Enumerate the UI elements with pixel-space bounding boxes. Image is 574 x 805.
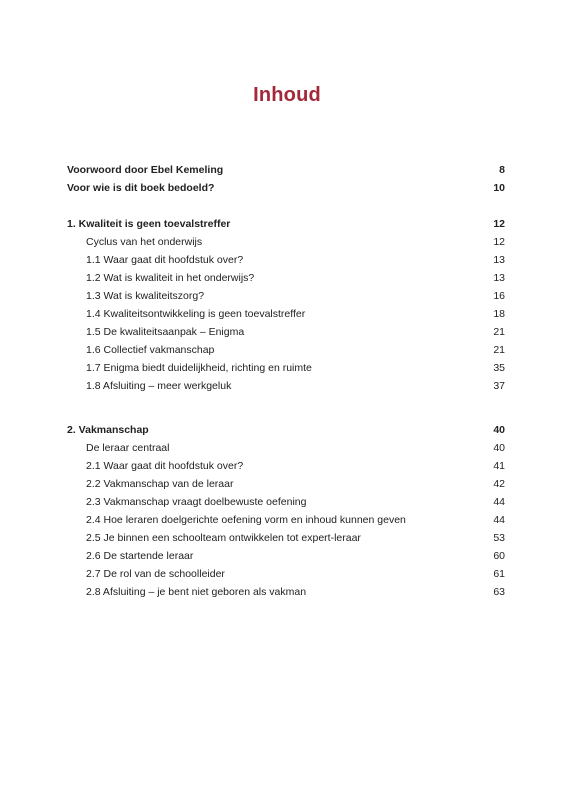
spacer <box>67 413 505 421</box>
toc-entry-label: 1.5 De kwaliteitsaanpak – Enigma <box>86 326 245 338</box>
toc-entry-label: 2.3 Vakmanschap vraagt doelbewuste oefening <box>86 496 307 508</box>
toc-entry-label: 2.7 De rol van de schoolleider <box>86 568 225 580</box>
toc-chapter-page: 40 <box>493 424 505 436</box>
toc-entry-page: 35 <box>493 362 505 374</box>
toc-entry-page: 42 <box>493 478 505 490</box>
toc-entry-label: 2.5 Je binnen een schoolteam ontwikkelen tot expert-leraar <box>86 532 361 544</box>
toc-entry[interactable] <box>67 547 505 565</box>
toc-entry-label: Voorwoord door Ebel Kemeling <box>67 164 224 176</box>
toc-entry-page: 12 <box>493 236 505 248</box>
toc-entry-label: Voor wie is dit boek bedoeld? <box>67 182 215 194</box>
toc-entry-page: 21 <box>493 344 505 356</box>
toc-entry-page: 44 <box>493 496 505 508</box>
toc-entry[interactable] <box>67 439 505 457</box>
spacer <box>67 197 505 215</box>
toc-entry[interactable] <box>67 269 505 287</box>
spacer <box>67 395 505 413</box>
toc-entry[interactable] <box>67 493 505 511</box>
toc-entry-label: 1.4 Kwaliteitsontwikkeling is geen toevalstreffer <box>86 308 306 320</box>
toc-entry[interactable] <box>67 359 505 377</box>
toc-entry-label: 1.6 Collectief vakmanschap <box>86 344 215 356</box>
toc-entry-label: 1.3 Wat is kwaliteitszorg? <box>86 290 205 302</box>
toc-entry[interactable] <box>67 323 505 341</box>
toc-chapter-1[interactable] <box>67 215 505 233</box>
toc-entry-label: 2.4 Hoe leraren doelgerichte oefening vorm en inhoud kunnen geven <box>86 514 406 526</box>
toc-entry[interactable] <box>67 233 505 251</box>
toc-entry[interactable] <box>67 287 505 305</box>
toc-entry[interactable] <box>67 583 505 601</box>
toc-entry-page: 16 <box>493 290 505 302</box>
toc-entry-audience[interactable] <box>67 179 505 197</box>
toc-entry-label: 2.2 Vakmanschap van de leraar <box>86 478 234 490</box>
toc-entry-page: 41 <box>493 460 505 472</box>
toc-entry-label: 1.8 Afsluiting – meer werkgeluk <box>86 380 232 392</box>
toc-entry-page: 8 <box>499 164 505 176</box>
toc-entry-page: 61 <box>493 568 505 580</box>
toc-entry-label: 2.6 De startende leraar <box>86 550 194 562</box>
toc-chapter-label: 2. Vakmanschap <box>67 424 149 436</box>
toc-entry-page: 21 <box>493 326 505 338</box>
toc-entry-page: 40 <box>493 442 505 454</box>
toc-entry-label: Cyclus van het onderwijs <box>86 236 203 248</box>
toc-chapter-label: 1. Kwaliteit is geen toevalstreffer <box>67 218 231 230</box>
toc-entry-page: 44 <box>493 514 505 526</box>
toc-entry-label: 2.8 Afsluiting – je bent niet geboren als vakman <box>86 586 307 598</box>
toc-chapter-page: 12 <box>493 218 505 230</box>
toc-entry-label: 2.1 Waar gaat dit hoofdstuk over? <box>86 460 244 472</box>
toc-entry-label: De leraar centraal <box>86 442 170 454</box>
table-of-contents <box>67 161 505 601</box>
toc-entry-page: 18 <box>493 308 505 320</box>
toc-entry-page: 63 <box>493 586 505 598</box>
toc-entry[interactable] <box>67 475 505 493</box>
toc-entry[interactable] <box>67 529 505 547</box>
toc-entry[interactable] <box>67 565 505 583</box>
toc-entry-foreword[interactable] <box>67 161 505 179</box>
toc-entry[interactable] <box>67 457 505 475</box>
toc-entry-label: 1.7 Enigma biedt duidelijkheid, richting en ruimte <box>86 362 312 374</box>
toc-entry[interactable] <box>67 305 505 323</box>
toc-entry[interactable] <box>67 511 505 529</box>
toc-entry-label: 1.1 Waar gaat dit hoofdstuk over? <box>86 254 244 266</box>
toc-chapter-2[interactable] <box>67 421 505 439</box>
toc-entry-page: 53 <box>493 532 505 544</box>
toc-entry-page: 10 <box>493 182 505 194</box>
toc-entry-label: 1.2 Wat is kwaliteit in het onderwijs? <box>86 272 255 284</box>
page-title: Inhoud <box>253 84 321 106</box>
toc-entry-page: 37 <box>493 380 505 392</box>
toc-entry-page: 13 <box>493 254 505 266</box>
toc-entry[interactable] <box>67 377 505 395</box>
toc-entry-page: 60 <box>493 550 505 562</box>
toc-entry[interactable] <box>67 341 505 359</box>
toc-entry-page: 13 <box>493 272 505 284</box>
toc-entry[interactable] <box>67 251 505 269</box>
